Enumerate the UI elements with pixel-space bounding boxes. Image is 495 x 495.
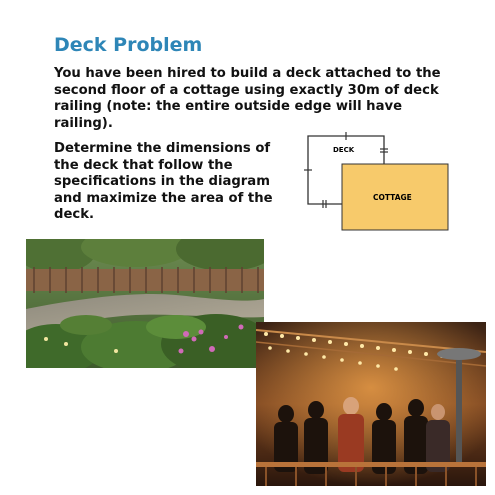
- intro-paragraph: You have been hired to build a deck attached to the second floor of a cottage using exactly 30m of deck railing (note: the entire outside edge will have railing).: [54, 66, 441, 131]
- slide-title: Deck Problem: [54, 34, 203, 56]
- task-paragraph: Determine the dimensions of the deck that follow the specifications in the diagram and maximize the area of the deck.: [54, 141, 273, 222]
- garden-photo: [26, 239, 264, 368]
- deck-diagram: [300, 130, 450, 232]
- deck-crowd-photo: [256, 322, 486, 486]
- cottage-label: COTTAGE: [373, 193, 412, 202]
- deck-label: DECK: [333, 146, 355, 154]
